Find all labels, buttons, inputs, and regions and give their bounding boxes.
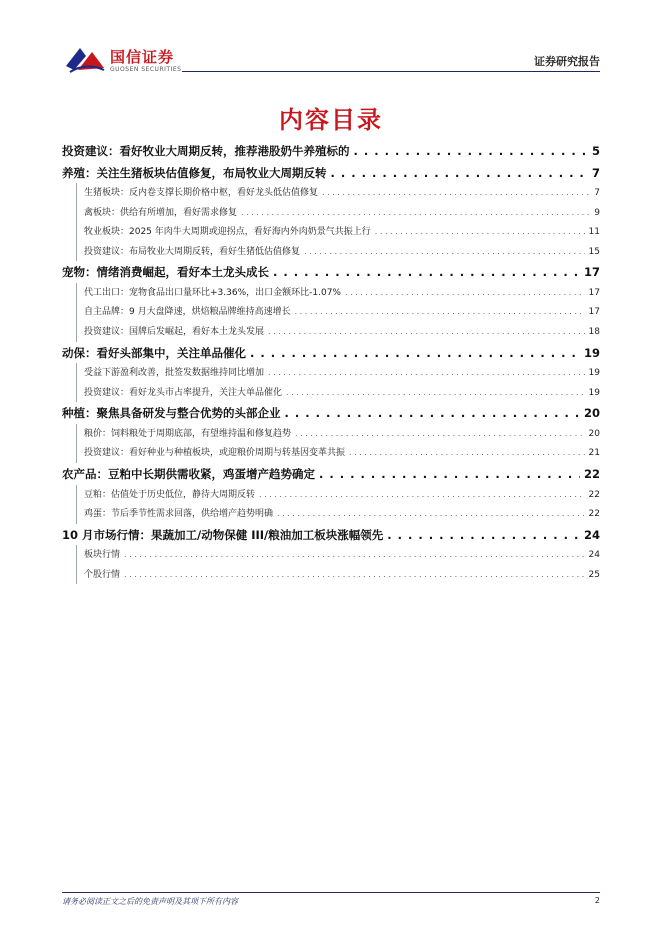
toc-leader-dots [387, 526, 580, 546]
toc-subsection-entry[interactable] [77, 424, 600, 444]
toc-leader-dots [375, 222, 585, 242]
toc-subsection-title: 豆粕：估值处于历史低位，静待大周期反转 [84, 489, 256, 500]
toc-leader-dots [345, 283, 585, 303]
toc-leader-dots [304, 242, 585, 262]
toc-section-page: 24 [583, 527, 600, 542]
footer-disclaimer: 请务必阅读正文之后的免责声明及其项下所有内容 [62, 897, 238, 906]
toc-section-entry[interactable] [62, 263, 600, 283]
toc-section-page: 7 [591, 165, 600, 180]
toc-subsection-title: 投资建议：国牌后发崛起，看好本土龙头发展 [84, 327, 265, 338]
toc-subsection-page: 17 [588, 307, 600, 318]
report-type-label: 证券研究报告 [534, 55, 600, 68]
toc-title: 内容目录 [279, 106, 383, 134]
toc-subsection-title: 板块行情 [84, 550, 121, 561]
toc-subsection-page: 19 [588, 387, 600, 398]
toc-leader-dots [295, 302, 585, 322]
toc-subsection-page: 22 [588, 489, 600, 500]
toc-leader-dots [349, 443, 585, 463]
toc-section-entry[interactable] [62, 465, 600, 485]
toc-subsection-entry[interactable] [77, 222, 600, 242]
toc-subsection-page: 21 [588, 448, 600, 459]
toc-section-title: 10 月市场行情：果蔬加工/动物保健 III/粮油加工板块涨幅领先 [62, 527, 384, 542]
toc-subsection-entry[interactable] [77, 203, 600, 223]
toc-subsection-entry[interactable] [77, 565, 600, 585]
toc-subsection-group [76, 424, 600, 463]
toc-leader-dots [259, 485, 585, 505]
toc-section-entry[interactable] [62, 164, 600, 184]
toc-subsection-title: 投资建议：布局牧业大周期反转，看好生猪低估值修复 [84, 246, 301, 257]
toc-subsection-group [76, 183, 600, 261]
logo-english-name: GUOSEN SECURITIES [110, 66, 182, 73]
toc-subsection-page: 18 [588, 327, 600, 338]
toc-section-page: 20 [583, 406, 600, 421]
toc-section-entry[interactable] [62, 344, 600, 364]
toc-subsection-page: 9 [594, 207, 600, 218]
toc-leader-dots [273, 263, 580, 283]
toc-leader-dots [241, 203, 590, 223]
toc-subsection-title: 牧业板块：2025 年肉牛大周期或迎拐点，看好海内外肉奶景气共振上行 [84, 227, 371, 238]
toc-subsection-title: 自主品牌：9 月大盘降速，烘焙粮品牌维持高速增长 [84, 307, 291, 318]
toc-section-page: 19 [583, 345, 600, 360]
toc-subsection-title: 个股行情 [84, 569, 121, 580]
toc-subsection-entry[interactable] [77, 242, 600, 262]
toc-leader-dots [277, 504, 585, 524]
toc-leader-dots [250, 344, 580, 364]
toc-subsection-group [76, 283, 600, 342]
toc-section-title: 动保：看好头部集中，关注单品催化 [62, 345, 246, 360]
guosen-logo-icon [64, 44, 106, 74]
toc-section-entry[interactable] [62, 526, 600, 546]
logo-chinese-name: 国信证券 [110, 48, 175, 66]
toc-subsection-title: 投资建议：看好种业与种植板块，或迎粮价周期与转基因变革共振 [84, 448, 346, 459]
toc-subsection-entry[interactable] [77, 504, 600, 524]
toc-subsection-page: 24 [588, 550, 600, 561]
toc-section-page: 5 [591, 144, 600, 158]
toc-section-entry[interactable] [62, 404, 600, 424]
toc-section-entry[interactable] [62, 142, 600, 162]
toc-subsection-title: 禽板块：供给有所增加，看好需求修复 [84, 207, 238, 218]
toc-section-title: 养殖：关注生猪板块估值修复，布局牧业大周期反转 [62, 165, 327, 180]
toc-subsection-page: 17 [588, 287, 600, 298]
toc-subsection-page: 20 [588, 428, 600, 439]
company-logo [64, 44, 184, 78]
toc-subsection-title: 受益下游盈利改善，批签发数据维持同比增加 [84, 368, 265, 379]
toc-subsection-title: 粮价：饲料粮处于周期底部，有望维持温和修复趋势 [84, 428, 292, 439]
toc-section-page: 17 [583, 265, 600, 280]
toc-subsection-entry[interactable] [77, 443, 600, 463]
toc-leader-dots [319, 465, 580, 485]
toc-leader-dots [268, 363, 585, 383]
toc-section-title: 投资建议：看好牧业大周期反转，推荐港股奶牛养殖标的 [62, 144, 350, 158]
toc-section-title: 宠物：情绪消费崛起，看好本土龙头成长 [62, 265, 269, 280]
toc-subsection-page: 25 [588, 569, 600, 580]
toc-leader-dots [331, 164, 588, 184]
toc-leader-dots [268, 322, 585, 342]
toc-subsection-page: 22 [588, 509, 600, 520]
toc-subsection-title: 鸡蛋：节后季节性需求回落，供给增产趋势明确 [84, 509, 274, 520]
footer-divider [62, 892, 600, 893]
toc-leader-dots [354, 142, 588, 162]
toc-subsection-page: 19 [588, 368, 600, 379]
table-of-contents [62, 140, 600, 584]
toc-subsection-entry[interactable] [77, 545, 600, 565]
page-number: 2 [594, 896, 600, 905]
toc-section-page: 22 [583, 467, 600, 482]
toc-subsection-title: 代工出口：宠物食品出口量环比+3.36%，出口金额环比-1.07% [84, 287, 341, 298]
toc-subsection-title: 生猪板块：反内卷支撑长期价格中枢，看好龙头低估值修复 [84, 188, 319, 198]
toc-leader-dots [295, 424, 585, 444]
toc-subsection-group [76, 545, 600, 584]
page-header [0, 0, 662, 80]
toc-subsection-page: 15 [588, 246, 600, 257]
toc-subsection-entry[interactable] [77, 283, 600, 303]
toc-subsection-entry[interactable] [77, 322, 600, 342]
toc-subsection-page: 7 [594, 188, 600, 198]
toc-leader-dots [124, 545, 585, 565]
toc-leader-dots [124, 565, 585, 585]
toc-section-title: 农产品：豆粕中长期供需收紧，鸡蛋增产趋势确定 [62, 467, 315, 482]
toc-leader-dots [322, 183, 590, 203]
toc-subsection-group [76, 363, 600, 402]
toc-subsection-title: 投资建议：看好龙头市占率提升，关注大单品催化 [84, 387, 283, 398]
toc-subsection-group [76, 485, 600, 524]
toc-subsection-entry[interactable] [77, 383, 600, 403]
toc-subsection-page: 11 [588, 227, 600, 238]
toc-subsection-entry[interactable] [77, 363, 600, 383]
toc-section-title: 种植：聚焦具备研发与整合优势的头部企业 [62, 406, 281, 421]
toc-leader-dots [286, 383, 585, 403]
header-divider [182, 71, 600, 72]
toc-subsection-entry[interactable] [77, 485, 600, 505]
toc-subsection-entry[interactable] [77, 183, 600, 203]
toc-subsection-entry[interactable] [77, 302, 600, 322]
toc-leader-dots [285, 404, 580, 424]
